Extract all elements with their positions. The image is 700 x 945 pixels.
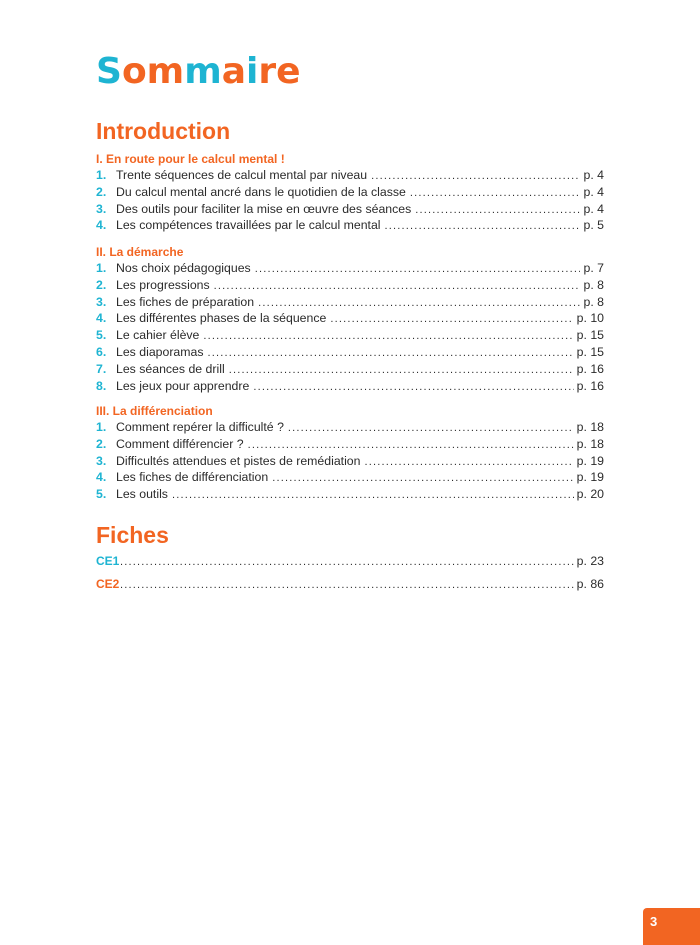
entry-page: p. 18 xyxy=(576,420,604,434)
page-title xyxy=(96,50,301,94)
entry-number: 2. xyxy=(96,436,107,451)
entry-number: 7. xyxy=(96,361,107,376)
entry-label: Trente séquences de calcul mental par niveau xyxy=(116,168,368,182)
section-title: III. La différenciation xyxy=(96,404,213,418)
page-number: 3 xyxy=(650,914,658,929)
entry-label: Difficultés attendues et pistes de remédiation xyxy=(116,453,361,468)
title-letter: m xyxy=(146,51,185,92)
entry-label: Du calcul mental ancré dans le quotidien de la classe xyxy=(116,184,406,199)
dot-leader xyxy=(272,470,573,487)
dot-leader xyxy=(385,218,581,235)
toc-entry[interactable] xyxy=(96,167,604,184)
entry-number: 2. xyxy=(96,184,107,199)
entry-label: Les outils xyxy=(116,487,168,502)
entry-page: p. 7 xyxy=(583,261,604,275)
fiches-heading: Fiches xyxy=(96,522,169,548)
entry-label: Comment différencier ? xyxy=(116,436,244,451)
toc-entry[interactable] xyxy=(96,201,604,218)
toc-entry[interactable] xyxy=(96,327,604,344)
dot-leader xyxy=(410,185,581,202)
toc-entry[interactable] xyxy=(96,184,604,201)
entry-page: p. 10 xyxy=(576,311,604,326)
dot-leader xyxy=(330,311,573,328)
entry-number: 1. xyxy=(96,261,107,275)
entry-page: p. 23 xyxy=(576,554,604,568)
entry-number: 1. xyxy=(96,168,107,182)
entry-page: p. 8 xyxy=(583,294,604,309)
section-list xyxy=(96,260,604,394)
dot-leader xyxy=(120,554,574,571)
toc-entry[interactable] xyxy=(96,260,604,277)
title-letter: r xyxy=(258,51,277,92)
entry-number: 3. xyxy=(96,201,107,216)
toc-entry[interactable] xyxy=(96,469,604,486)
section-title: I. En route pour le calcul mental ! xyxy=(96,152,285,166)
fiche-code: CE2 xyxy=(96,577,120,591)
dot-leader xyxy=(255,261,581,278)
entry-label: Nos choix pédagogiques xyxy=(116,261,251,275)
toc-entry[interactable] xyxy=(96,486,604,503)
toc-entry[interactable] xyxy=(96,310,604,327)
dot-leader xyxy=(172,487,574,504)
entry-page: p. 16 xyxy=(576,361,604,376)
entry-label: Les fiches de différenciation xyxy=(116,470,269,485)
entry-number: 1. xyxy=(96,420,107,434)
entry-page: p. 8 xyxy=(583,277,604,292)
entry-number: 4. xyxy=(96,218,107,233)
fiche-entry-ce2[interactable] xyxy=(96,576,604,593)
entry-label: Le cahier élève xyxy=(116,328,200,343)
dot-leader xyxy=(248,437,574,454)
entry-page: p. 15 xyxy=(576,344,604,359)
toc-entry[interactable] xyxy=(96,294,604,311)
entry-label: Les jeux pour apprendre xyxy=(116,378,250,393)
entry-label: Les séances de drill xyxy=(116,361,225,376)
entry-label: Les diaporamas xyxy=(116,344,204,359)
toc-entry[interactable] xyxy=(96,419,604,436)
dot-leader xyxy=(365,454,574,471)
dot-leader xyxy=(258,295,580,312)
entry-page: p. 4 xyxy=(583,168,604,182)
dot-leader xyxy=(253,379,573,396)
entry-number: 6. xyxy=(96,344,107,359)
entry-number: 8. xyxy=(96,378,107,393)
entry-label: Les progressions xyxy=(116,277,210,292)
entry-number: 5. xyxy=(96,487,107,502)
toc-entry[interactable] xyxy=(96,361,604,378)
entry-label: Comment repérer la difficulté ? xyxy=(116,420,284,434)
title-letter: i xyxy=(246,51,259,92)
section-title: II. La démarche xyxy=(96,245,184,259)
entry-page: p. 4 xyxy=(583,201,604,216)
entry-page: p. 15 xyxy=(576,328,604,343)
toc-entry[interactable] xyxy=(96,436,604,453)
dot-leader xyxy=(208,345,574,362)
title-letter: e xyxy=(276,51,301,92)
entry-label: Des outils pour faciliter la mise en œuvre des séances xyxy=(116,201,412,216)
fiches-list xyxy=(96,553,604,593)
entry-page: p. 4 xyxy=(583,184,604,199)
entry-page: p. 18 xyxy=(576,436,604,451)
dot-leader xyxy=(229,362,574,379)
entry-page: p. 19 xyxy=(576,453,604,468)
entry-number: 4. xyxy=(96,311,107,326)
fiche-entry-ce1[interactable] xyxy=(96,553,604,576)
section-list xyxy=(96,419,604,503)
dot-leader xyxy=(415,202,580,219)
entry-page: p. 5 xyxy=(583,218,604,233)
entry-page: p. 86 xyxy=(576,577,604,591)
section-list xyxy=(96,167,604,234)
entry-page: p. 19 xyxy=(576,470,604,485)
toc-entry[interactable] xyxy=(96,217,604,234)
entry-label: Les différentes phases de la séquence xyxy=(116,311,327,326)
entry-number: 4. xyxy=(96,470,107,485)
entry-number: 2. xyxy=(96,277,107,292)
entry-number: 5. xyxy=(96,328,107,343)
toc-entry[interactable] xyxy=(96,378,604,395)
fiche-code: CE1 xyxy=(96,554,120,568)
dot-leader xyxy=(288,420,574,437)
title-letter: m xyxy=(184,51,222,92)
dot-leader xyxy=(214,278,581,295)
title-letter: a xyxy=(221,51,246,92)
title-letter: S xyxy=(96,51,122,92)
introduction-heading: Introduction xyxy=(96,118,231,144)
entry-number: 3. xyxy=(96,453,107,468)
toc-entry[interactable] xyxy=(96,344,604,361)
entry-label: Les compétences travaillées par le calcul mental xyxy=(116,218,381,233)
dot-leader xyxy=(203,328,573,345)
toc-entry[interactable] xyxy=(96,277,604,294)
dot-leader xyxy=(371,168,580,185)
page-number-tab xyxy=(643,908,700,945)
entry-page: p. 20 xyxy=(576,487,604,502)
entry-label: Les fiches de préparation xyxy=(116,294,255,309)
dot-leader xyxy=(120,577,574,594)
entry-page: p. 16 xyxy=(576,378,604,393)
entry-number: 3. xyxy=(96,294,107,309)
toc-entry[interactable] xyxy=(96,453,604,470)
title-letter: o xyxy=(121,51,147,92)
